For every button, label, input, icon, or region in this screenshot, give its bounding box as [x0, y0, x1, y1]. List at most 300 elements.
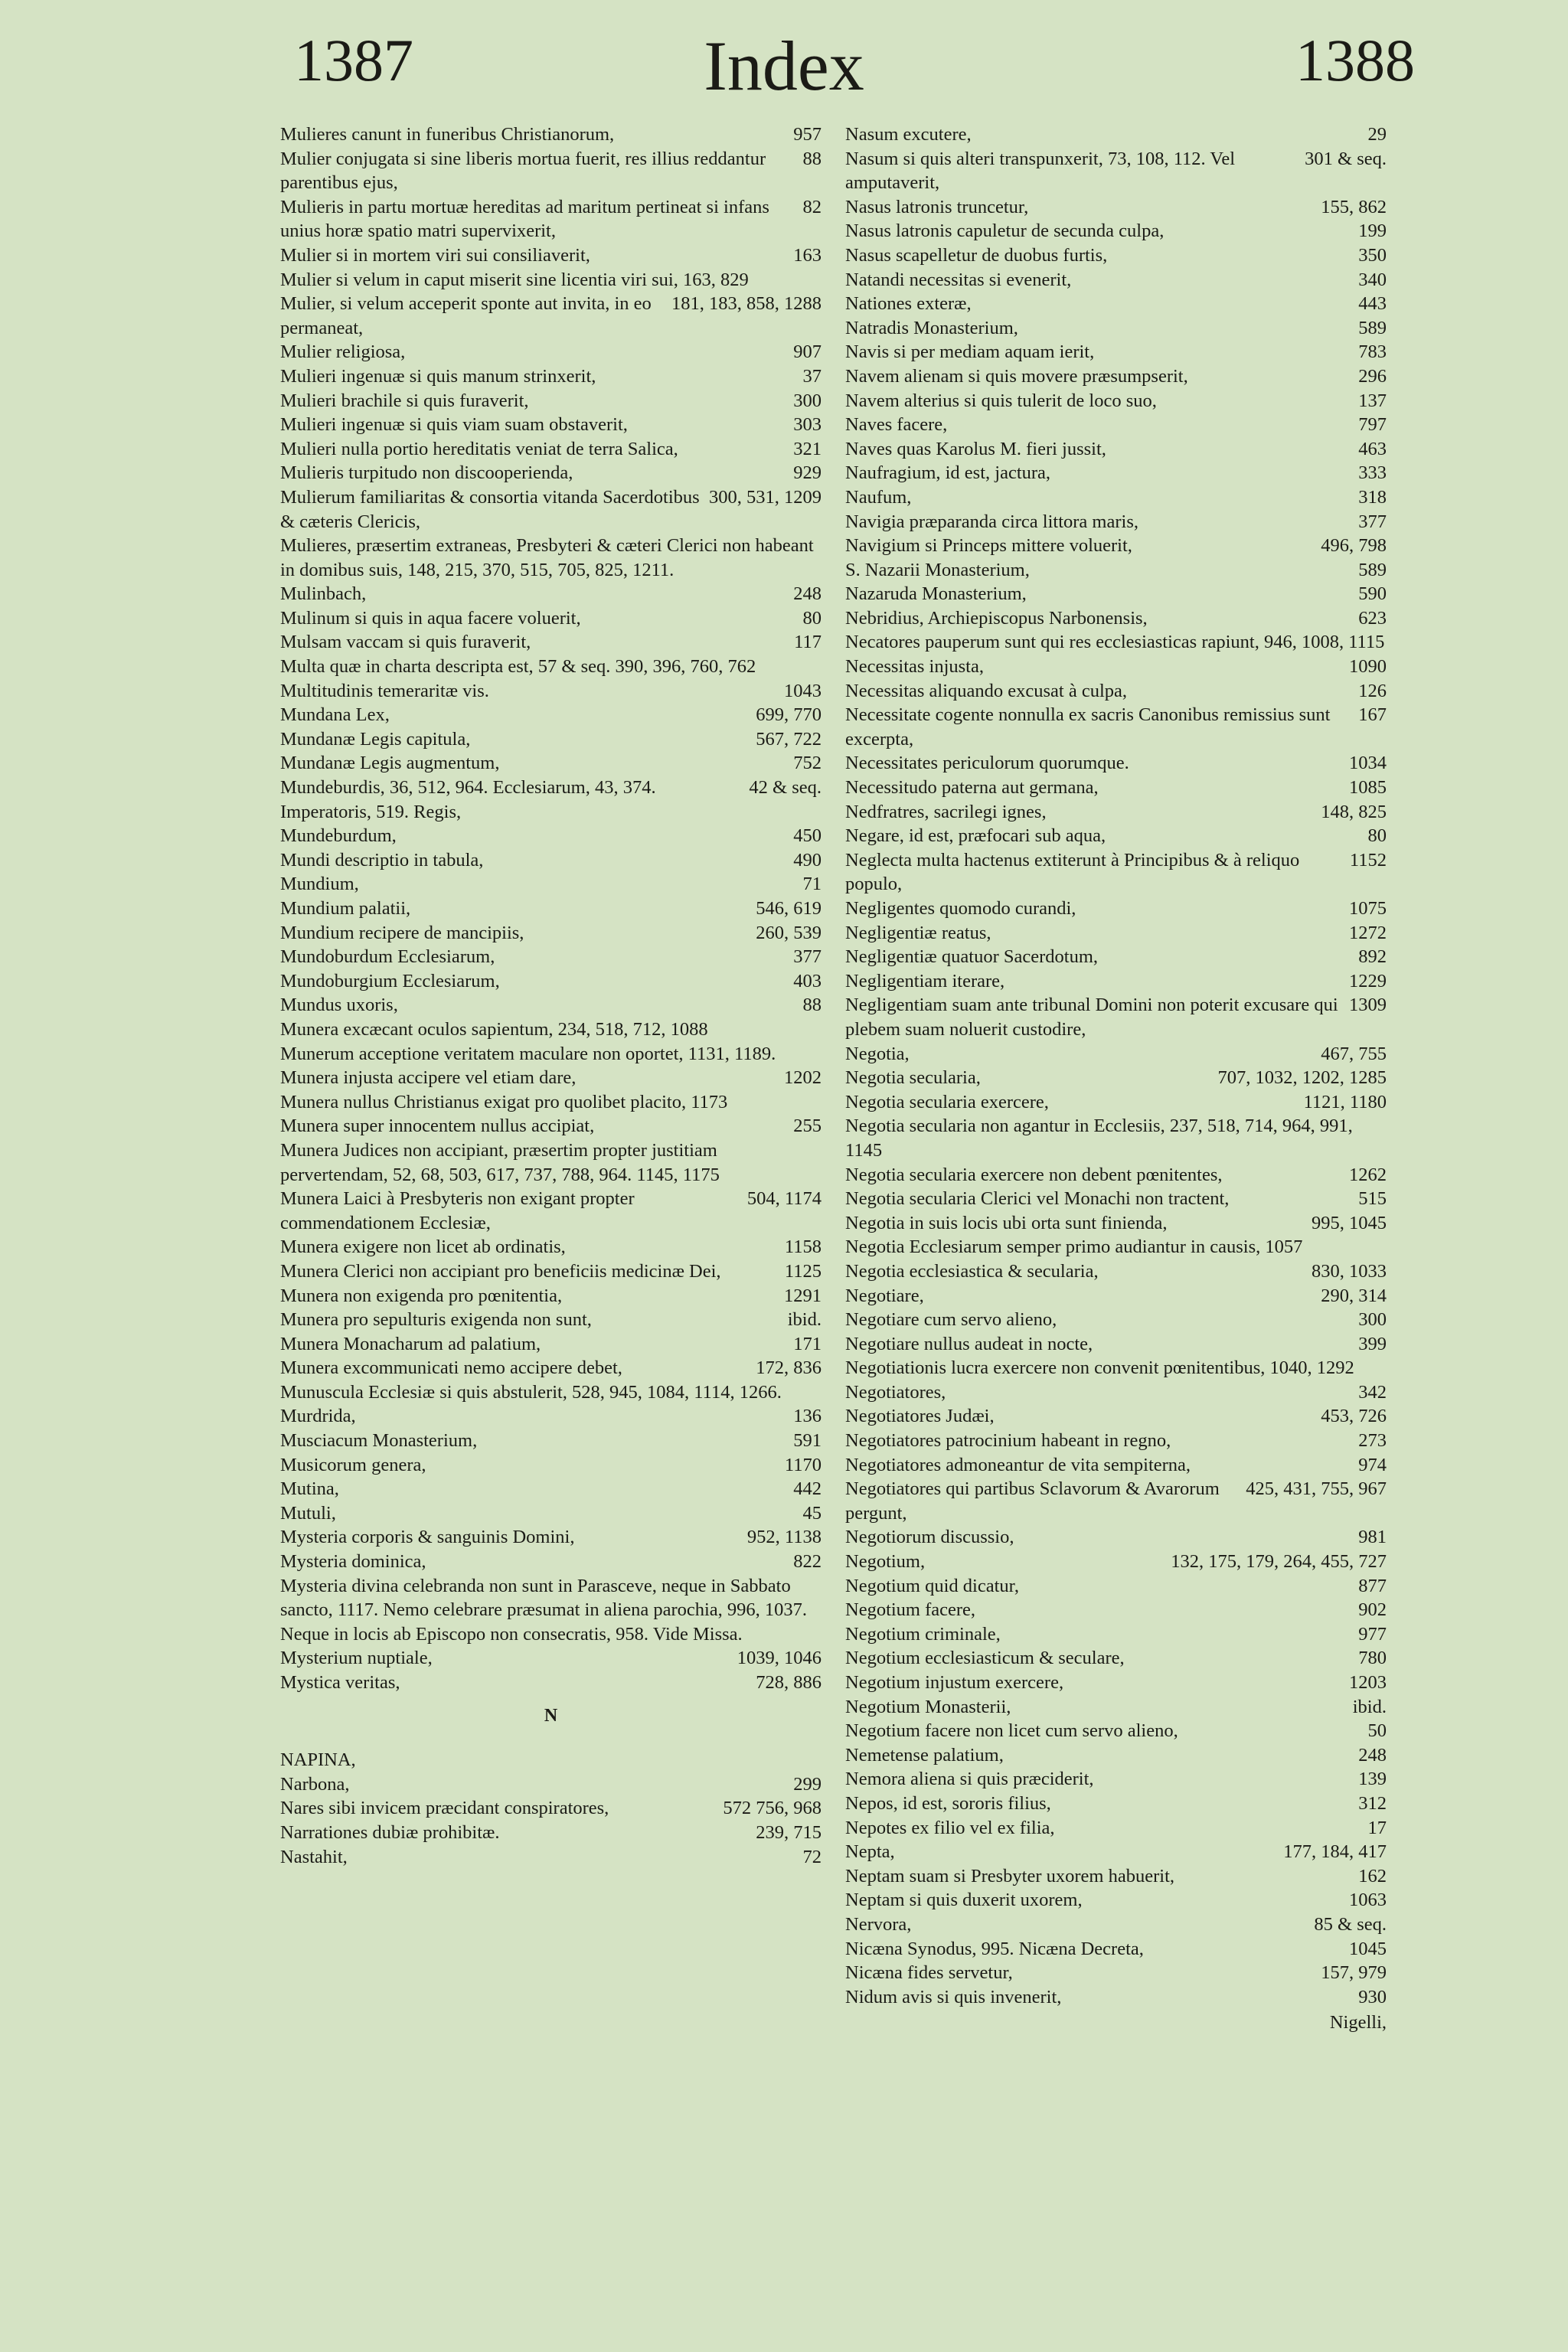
index-entry — [845, 1211, 1387, 1236]
entry-term: Mundium palatii, — [280, 898, 411, 919]
index-entry — [280, 389, 822, 413]
index-entry — [845, 1937, 1387, 1962]
entry-term: Mulieres, præsertim extraneas, Presbyteri & cæteri Clerici non habeant in domibus suis, 148, 215, 370, 515, 705, 825, 1211. — [280, 535, 814, 580]
entry-pages: 199 — [1358, 220, 1387, 242]
index-entry — [845, 1622, 1387, 1647]
entry-term: Negotiatores, — [845, 1381, 946, 1403]
index-entry — [845, 1090, 1387, 1115]
entry-term: Naves quas Karolus M. fieri jussit, — [845, 438, 1106, 459]
index-entry — [280, 340, 822, 364]
entry-pages: 623 — [1358, 607, 1387, 629]
index-entry — [280, 1821, 822, 1845]
entry-pages: 1034 — [1349, 753, 1387, 774]
entry-term: Navigia præparanda circa littora maris, — [845, 511, 1138, 532]
entry-pages: 907 — [793, 341, 822, 363]
entry-pages: 273 — [1358, 1430, 1387, 1452]
entry-term: Mundi descriptio in tabula, — [280, 849, 484, 871]
entry-pages: 728, 886 — [756, 1672, 822, 1693]
entry-term: Mutina, — [280, 1478, 339, 1500]
entry-pages: 148, 825 — [1321, 801, 1387, 822]
entry-pages: 300 — [1358, 1309, 1387, 1331]
index-entry — [845, 655, 1387, 679]
entry-term: Mulier religiosa, — [280, 341, 406, 363]
index-entry — [845, 1308, 1387, 1332]
index-entry — [845, 292, 1387, 316]
entry-pages: 50 — [1367, 1720, 1387, 1742]
index-entry — [845, 945, 1387, 969]
index-entry — [280, 824, 822, 848]
entry-term: Natradis Monasterium, — [845, 317, 1018, 338]
index-entry — [280, 268, 822, 292]
index-entry — [845, 1574, 1387, 1599]
index-entry — [845, 534, 1387, 558]
entry-pages: 333 — [1358, 462, 1387, 484]
entry-term: Negotium quid dicatur, — [845, 1575, 1019, 1596]
entry-term: NAPINA, — [280, 1749, 356, 1771]
entry-pages: 296 — [1358, 365, 1387, 387]
index-column-left — [280, 122, 822, 1869]
index-entry — [280, 364, 822, 389]
index-entry — [280, 703, 822, 727]
index-entry — [280, 606, 822, 631]
entry-term: Necessitas aliquando excusat à culpa, — [845, 680, 1128, 701]
entry-term: Negotium injustum exercere, — [845, 1672, 1064, 1693]
index-entry — [845, 122, 1387, 147]
section-letter: N — [544, 1705, 558, 1726]
entry-term: Negotiare cum servo alieno, — [845, 1309, 1057, 1331]
entry-term: Mutuli, — [280, 1502, 336, 1524]
entry-pages: 1272 — [1349, 922, 1387, 943]
index-entry — [845, 558, 1387, 583]
entry-pages: 995, 1045 — [1312, 1212, 1387, 1233]
entry-term: Mundana Lex, — [280, 704, 390, 726]
entry-pages: 403 — [793, 970, 822, 991]
entry-pages: 167 — [1358, 704, 1387, 726]
entry-term: Negotia secularia exercere, — [845, 1091, 1049, 1112]
entry-term: Negotia secularia, — [845, 1067, 981, 1089]
entry-term: Negare, id est, præfocari sub aqua, — [845, 825, 1106, 847]
entry-term: Munera non exigenda pro pœnitentia, — [280, 1285, 563, 1306]
entry-pages: 443 — [1358, 293, 1387, 315]
entry-pages: 163 — [793, 244, 822, 266]
entry-pages: 974 — [1358, 1454, 1387, 1475]
entry-pages: 172, 836 — [756, 1357, 822, 1379]
index-entry — [280, 1525, 822, 1550]
entry-pages: 1170 — [784, 1454, 822, 1475]
entry-term: Negotium ecclesiasticum & seculare, — [845, 1648, 1125, 1669]
index-entry — [845, 316, 1387, 341]
index-entry — [845, 1429, 1387, 1453]
entry-term: Negotiatores Judæi, — [845, 1406, 995, 1427]
index-entry — [280, 945, 822, 969]
index-entry — [845, 461, 1387, 485]
index-entry — [280, 1308, 822, 1332]
index-entry — [280, 1574, 822, 1647]
index-entry — [845, 1961, 1387, 1985]
index-entry — [280, 1671, 822, 1695]
entry-term: Munera Monacharum ad palatium, — [280, 1333, 541, 1354]
entry-term: Naufragium, id est, jactura, — [845, 462, 1051, 484]
entry-term: Musicorum genera, — [280, 1454, 426, 1475]
entry-term: Mulinbach, — [280, 583, 367, 605]
index-entry — [280, 872, 822, 897]
entry-term: Negotiorum discussio, — [845, 1527, 1014, 1548]
entry-term: Mysteria dominica, — [280, 1551, 426, 1573]
entry-term: Mulier si velum in caput miserit sine licentia viri sui, 163, 829 — [280, 269, 749, 290]
entry-pages: 1158 — [784, 1236, 822, 1258]
index-entry — [280, 679, 822, 704]
entry-term: Nazaruda Monasterium, — [845, 583, 1027, 605]
entry-pages: 132, 175, 179, 264, 455, 727 — [1171, 1551, 1387, 1573]
index-entry — [845, 1719, 1387, 1743]
entry-term: Nationes exteræ, — [845, 293, 972, 315]
index-entry — [280, 1477, 822, 1501]
entry-term: Multitudinis temeraritæ vis. — [280, 680, 489, 701]
entry-pages: 567, 722 — [756, 728, 822, 750]
entry-pages: 342 — [1358, 1381, 1387, 1403]
entry-term: Munera excommunicati nemo accipere debet, — [280, 1357, 622, 1379]
entry-term: Nemetense palatium, — [845, 1744, 1004, 1766]
entry-pages: 157, 979 — [1321, 1962, 1387, 1984]
entry-term: Negotium facere, — [845, 1599, 976, 1621]
entry-term: Nasus scapelletur de duobus furtis, — [845, 244, 1108, 266]
entry-pages: 126 — [1358, 680, 1387, 701]
entry-term: Mulieri nulla portio hereditatis veniat de terra Salica, — [280, 438, 678, 459]
index-entry — [280, 1429, 822, 1453]
entry-pages: 80 — [802, 607, 822, 629]
entry-pages: 300 — [793, 390, 822, 411]
index-entry — [280, 969, 822, 994]
entry-term: Natandi necessitas si evenerit, — [845, 269, 1072, 290]
entry-pages: 72 — [802, 1846, 822, 1867]
index-entry — [845, 147, 1387, 195]
index-entry — [845, 1695, 1387, 1720]
entry-pages: 248 — [1358, 1744, 1387, 1766]
entry-pages: 301 & seq. — [1305, 148, 1387, 169]
index-column-right — [845, 122, 1387, 2035]
entry-pages: 290, 314 — [1321, 1285, 1387, 1306]
entry-term: Nasum excutere, — [845, 124, 972, 145]
entry-pages: 255 — [793, 1116, 822, 1137]
index-entry — [280, 1356, 822, 1380]
entry-term: Negotia secularia exercere non debent pœnitentes, — [845, 1164, 1223, 1185]
entry-term: Nasus latronis truncetur, — [845, 196, 1029, 217]
index-entry — [845, 1187, 1387, 1211]
entry-pages: 248 — [793, 583, 822, 605]
entry-pages: 299 — [793, 1773, 822, 1795]
entry-term: Mundeburdum, — [280, 825, 397, 847]
entry-pages: 45 — [802, 1502, 822, 1524]
entry-pages: ibid. — [787, 1309, 822, 1331]
entry-term: Mysteria corporis & sanguinis Domini, — [280, 1527, 575, 1548]
entry-pages: 780 — [1358, 1648, 1387, 1669]
entry-pages: 80 — [1367, 825, 1387, 847]
index-entry — [845, 1163, 1387, 1187]
entry-pages: 929 — [793, 462, 822, 484]
index-entry — [280, 655, 822, 679]
entry-pages: 321 — [793, 438, 822, 459]
entry-term: Multa quæ in charta descripta est, 57 & seq. 390, 396, 760, 762 — [280, 656, 756, 678]
entry-term: Mulinum si quis in aqua facere voluerit, — [280, 607, 581, 629]
entry-pages: 450 — [793, 825, 822, 847]
entry-pages: 88 — [802, 995, 822, 1016]
index-entry — [280, 1772, 822, 1797]
index-entry — [845, 364, 1387, 389]
entry-term: Murdrida, — [280, 1406, 356, 1427]
index-entry — [845, 1114, 1387, 1162]
entry-term: Negotiatores admoneantur de vita sempiterna, — [845, 1454, 1191, 1475]
index-entry — [280, 485, 822, 534]
entry-pages: 425, 431, 755, 967 — [1246, 1478, 1387, 1500]
entry-pages: 399 — [1358, 1333, 1387, 1354]
entry-term: Negotium facere non licet cum servo alieno, — [845, 1720, 1178, 1742]
index-entry — [280, 1501, 822, 1526]
entry-term: Nepotes ex filio vel ex filia, — [845, 1817, 1055, 1838]
entry-pages: 82 — [802, 196, 822, 217]
index-entry — [280, 147, 822, 195]
entry-term: Mundoburgium Ecclesiarum, — [280, 970, 500, 991]
entry-term: Negligentiam suam ante tribunal Domini non poterit excusare qui plebem suam noluerit custodire, — [845, 995, 1338, 1040]
entry-term: Negotia in suis locis ubi orta sunt finienda, — [845, 1212, 1168, 1233]
page-title: Index — [704, 27, 864, 105]
entry-term: Navem alienam si quis movere præsumpserit, — [845, 365, 1188, 387]
page-number-left: 1387 — [294, 27, 413, 93]
entry-term: Navigium si Princeps mittere voluerit, — [845, 535, 1132, 557]
index-entry — [845, 1840, 1387, 1864]
entry-term: Musciacum Monasterium, — [280, 1430, 478, 1452]
entry-pages: 377 — [1358, 511, 1387, 532]
entry-pages: 504, 1174 — [746, 1188, 822, 1210]
entry-term: Mysteria divina celebranda non sunt in Parasceve, neque in Sabbato sancto, 1117. Nemo celebrare præsumat in aliena parochia, 996, 1037. Neque in locis ab Episcopo non consecratis, 958. Vide Missa. — [280, 1575, 808, 1645]
index-entry — [280, 1018, 822, 1042]
entry-term: Negotia ecclesiastica & secularia, — [845, 1260, 1099, 1282]
entry-term: Mulier si in mortem viri sui consiliaverit, — [280, 244, 590, 266]
entry-pages: 1202 — [784, 1067, 822, 1089]
entry-pages: 1085 — [1349, 777, 1387, 799]
entry-pages: 318 — [1358, 486, 1387, 508]
index-entry — [280, 243, 822, 268]
entry-pages: 1152 — [1349, 849, 1387, 871]
index-entry — [280, 1550, 822, 1574]
entry-pages: 1043 — [784, 680, 822, 701]
index-entry — [280, 751, 822, 776]
index-entry — [845, 1913, 1387, 1937]
entry-pages: 752 — [793, 753, 822, 774]
entry-term: Munuscula Ecclesiæ si quis abstulerit, 528, 945, 1084, 1114, 1266. — [280, 1381, 782, 1403]
index-entry — [845, 703, 1387, 751]
entry-pages: 589 — [1358, 559, 1387, 580]
entry-term: Narrationes dubiæ prohibitæ. — [280, 1821, 500, 1843]
entry-pages: 797 — [1358, 414, 1387, 436]
entry-pages: 1075 — [1349, 898, 1387, 919]
entry-pages: 877 — [1358, 1575, 1387, 1596]
index-entry — [280, 1114, 822, 1138]
entry-term: Navis si per mediam aquam ierit, — [845, 341, 1095, 363]
entry-term: Mulsam vaccam si quis furaverit, — [280, 632, 531, 653]
entry-term: Munera excæcant oculos sapientum, 234, 518, 712, 1088 — [280, 1018, 708, 1040]
index-entry — [845, 1792, 1387, 1816]
entry-pages: 515 — [1358, 1188, 1387, 1210]
index-entry — [845, 1598, 1387, 1622]
entry-pages: 590 — [1358, 583, 1387, 605]
entry-term: Negligentiæ reatus, — [845, 922, 991, 943]
index-entry — [280, 1284, 822, 1308]
entry-term: Mulieri brachile si quis furaverit, — [280, 390, 529, 411]
entry-pages: 17 — [1367, 1817, 1387, 1838]
entry-pages: 260, 539 — [756, 922, 822, 943]
index-entry — [280, 1380, 822, 1405]
index-entry — [845, 1332, 1387, 1357]
index-entry — [845, 1743, 1387, 1768]
entry-term: Mundus uxoris, — [280, 995, 398, 1016]
entry-term: Necessitudo paterna aut germana, — [845, 777, 1099, 799]
entry-pages: 1262 — [1349, 1164, 1387, 1185]
entry-term: Nidum avis si quis invenerit, — [845, 1986, 1062, 2007]
index-entry — [845, 1477, 1387, 1525]
index-entry — [280, 1845, 822, 1870]
index-entry — [280, 897, 822, 921]
entry-term: Negotium criminale, — [845, 1623, 1001, 1645]
entry-pages: 952, 1138 — [746, 1527, 822, 1548]
entry-pages: 591 — [793, 1430, 822, 1452]
entry-pages: 1063 — [1349, 1890, 1387, 1911]
index-entry — [845, 485, 1387, 510]
entry-term: Negligentiæ quatuor Sacerdotum, — [845, 946, 1098, 968]
entry-pages: 442 — [793, 1478, 822, 1500]
entry-pages: 467, 755 — [1321, 1043, 1387, 1064]
index-entry — [280, 1235, 822, 1259]
entry-pages: 1045 — [1349, 1938, 1387, 1959]
index-entry — [845, 606, 1387, 631]
index-entry — [845, 800, 1387, 825]
entry-pages: 1039, 1046 — [737, 1648, 822, 1669]
entry-term: Negligentes quomodo curandi, — [845, 898, 1076, 919]
entry-term: Nasus latronis capuletur de secunda culpa, — [845, 220, 1165, 242]
index-entry — [845, 776, 1387, 800]
entry-term: Negotia Ecclesiarum semper primo audiantur in causis, 1057 — [845, 1236, 1303, 1258]
index-entry — [280, 921, 822, 946]
entry-term: Naves facere, — [845, 414, 948, 436]
index-entry — [280, 1796, 822, 1821]
entry-term: Mundeburdis, 36, 512, 964. Ecclesiarum, 43, 374. Imperatoris, 519. Regis, — [280, 777, 656, 822]
index-entry — [280, 1066, 822, 1090]
entry-pages: 71 — [802, 874, 822, 895]
index-entry — [280, 1646, 822, 1671]
index-entry — [280, 1259, 822, 1284]
entry-term: Negotium, — [845, 1551, 926, 1573]
index-entry — [845, 1646, 1387, 1671]
entry-pages: 707, 1032, 1202, 1285 — [1217, 1067, 1387, 1089]
entry-pages: 957 — [793, 124, 822, 145]
entry-pages: 830, 1033 — [1312, 1260, 1387, 1282]
index-entry — [280, 461, 822, 485]
entry-term: Nepos, id est, sororis filius, — [845, 1792, 1051, 1814]
catchword: Nigelli, — [1329, 2012, 1387, 2034]
index-entry — [280, 292, 822, 340]
entry-pages: 350 — [1358, 244, 1387, 266]
entry-pages: 1090 — [1349, 656, 1387, 678]
index-entry — [845, 1767, 1387, 1792]
index-entry — [845, 848, 1387, 897]
entry-term: Mulierum familiaritas & consortia vitanda Sacerdotibus & cæteris Clericis, — [280, 486, 700, 532]
index-entry — [845, 389, 1387, 413]
entry-pages: 783 — [1358, 341, 1387, 363]
entry-pages: 312 — [1358, 1792, 1387, 1814]
entry-pages: 155, 862 — [1321, 196, 1387, 217]
entry-pages: 699, 770 — [756, 704, 822, 726]
entry-term: Munera Laici à Presbyteris non exigant propter commendationem Ecclesiæ, — [280, 1188, 635, 1233]
entry-term: Nicæna fides servetur, — [845, 1962, 1013, 1984]
index-entry — [845, 969, 1387, 994]
entry-term: Munera exigere non licet ab ordinatis, — [280, 1236, 566, 1258]
entry-pages: 1121, 1180 — [1303, 1091, 1387, 1112]
entry-term: Mundanæ Legis augmentum, — [280, 753, 500, 774]
index-entry — [845, 1550, 1387, 1574]
index-entry — [845, 1356, 1387, 1380]
entry-pages: 981 — [1358, 1527, 1387, 1548]
entry-pages: 239, 715 — [756, 1821, 822, 1843]
entry-term: Necessitates periculorum quorumque. — [845, 753, 1129, 774]
index-entry — [280, 195, 822, 243]
index-entry — [845, 1453, 1387, 1478]
index-entry — [280, 1138, 822, 1187]
index-entry — [845, 751, 1387, 776]
entry-pages: 1229 — [1349, 970, 1387, 991]
entry-pages: 496, 798 — [1321, 535, 1387, 557]
entry-term: Negotiare nullus audeat in nocte, — [845, 1333, 1093, 1354]
entry-pages: 490 — [793, 849, 822, 871]
index-entry — [845, 630, 1387, 655]
entry-pages: 546, 619 — [756, 898, 822, 919]
index-entry — [845, 1816, 1387, 1841]
index-entry — [845, 1525, 1387, 1550]
entry-pages: 930 — [1358, 1986, 1387, 2007]
entry-term: Nemora aliena si quis præciderit, — [845, 1769, 1094, 1790]
entry-pages: 137 — [1358, 390, 1387, 411]
index-entry — [280, 1187, 822, 1235]
index-entry — [845, 1235, 1387, 1259]
entry-pages: 892 — [1358, 946, 1387, 968]
index-entry — [280, 413, 822, 437]
index-entry — [845, 1066, 1387, 1090]
index-entry — [845, 243, 1387, 268]
index-entry — [845, 195, 1387, 220]
index-entry — [280, 993, 822, 1018]
entry-term: Mystica veritas, — [280, 1672, 400, 1693]
entry-pages: 139 — [1358, 1769, 1387, 1790]
entry-pages: 300, 531, 1209 — [709, 486, 822, 508]
index-entry — [845, 413, 1387, 437]
index-entry — [280, 1090, 822, 1115]
entry-term: Necessitate cogente nonnulla ex sacris Canonibus remissius sunt excerpta, — [845, 704, 1331, 750]
entry-pages: 822 — [793, 1551, 822, 1573]
index-entry — [845, 1985, 1387, 2010]
entry-pages: 1203 — [1349, 1672, 1387, 1693]
entry-pages: 589 — [1358, 317, 1387, 338]
index-entry — [280, 437, 822, 462]
entry-term: Narbona, — [280, 1773, 350, 1795]
index-entry — [280, 1748, 822, 1772]
entry-term: Negotia secularia Clerici vel Monachi non tractent, — [845, 1188, 1230, 1210]
entry-term: Necessitas injusta, — [845, 656, 984, 678]
entry-term: Mulieri ingenuæ si quis viam suam obstaverit, — [280, 414, 628, 436]
entry-pages: 1309 — [1349, 995, 1387, 1016]
entry-pages: 572 756, 968 — [723, 1798, 822, 1819]
entry-pages: 181, 183, 858, 1288 — [671, 293, 822, 315]
index-entry — [845, 1404, 1387, 1429]
entry-term: Nepta, — [845, 1841, 895, 1863]
index-entry — [845, 921, 1387, 946]
